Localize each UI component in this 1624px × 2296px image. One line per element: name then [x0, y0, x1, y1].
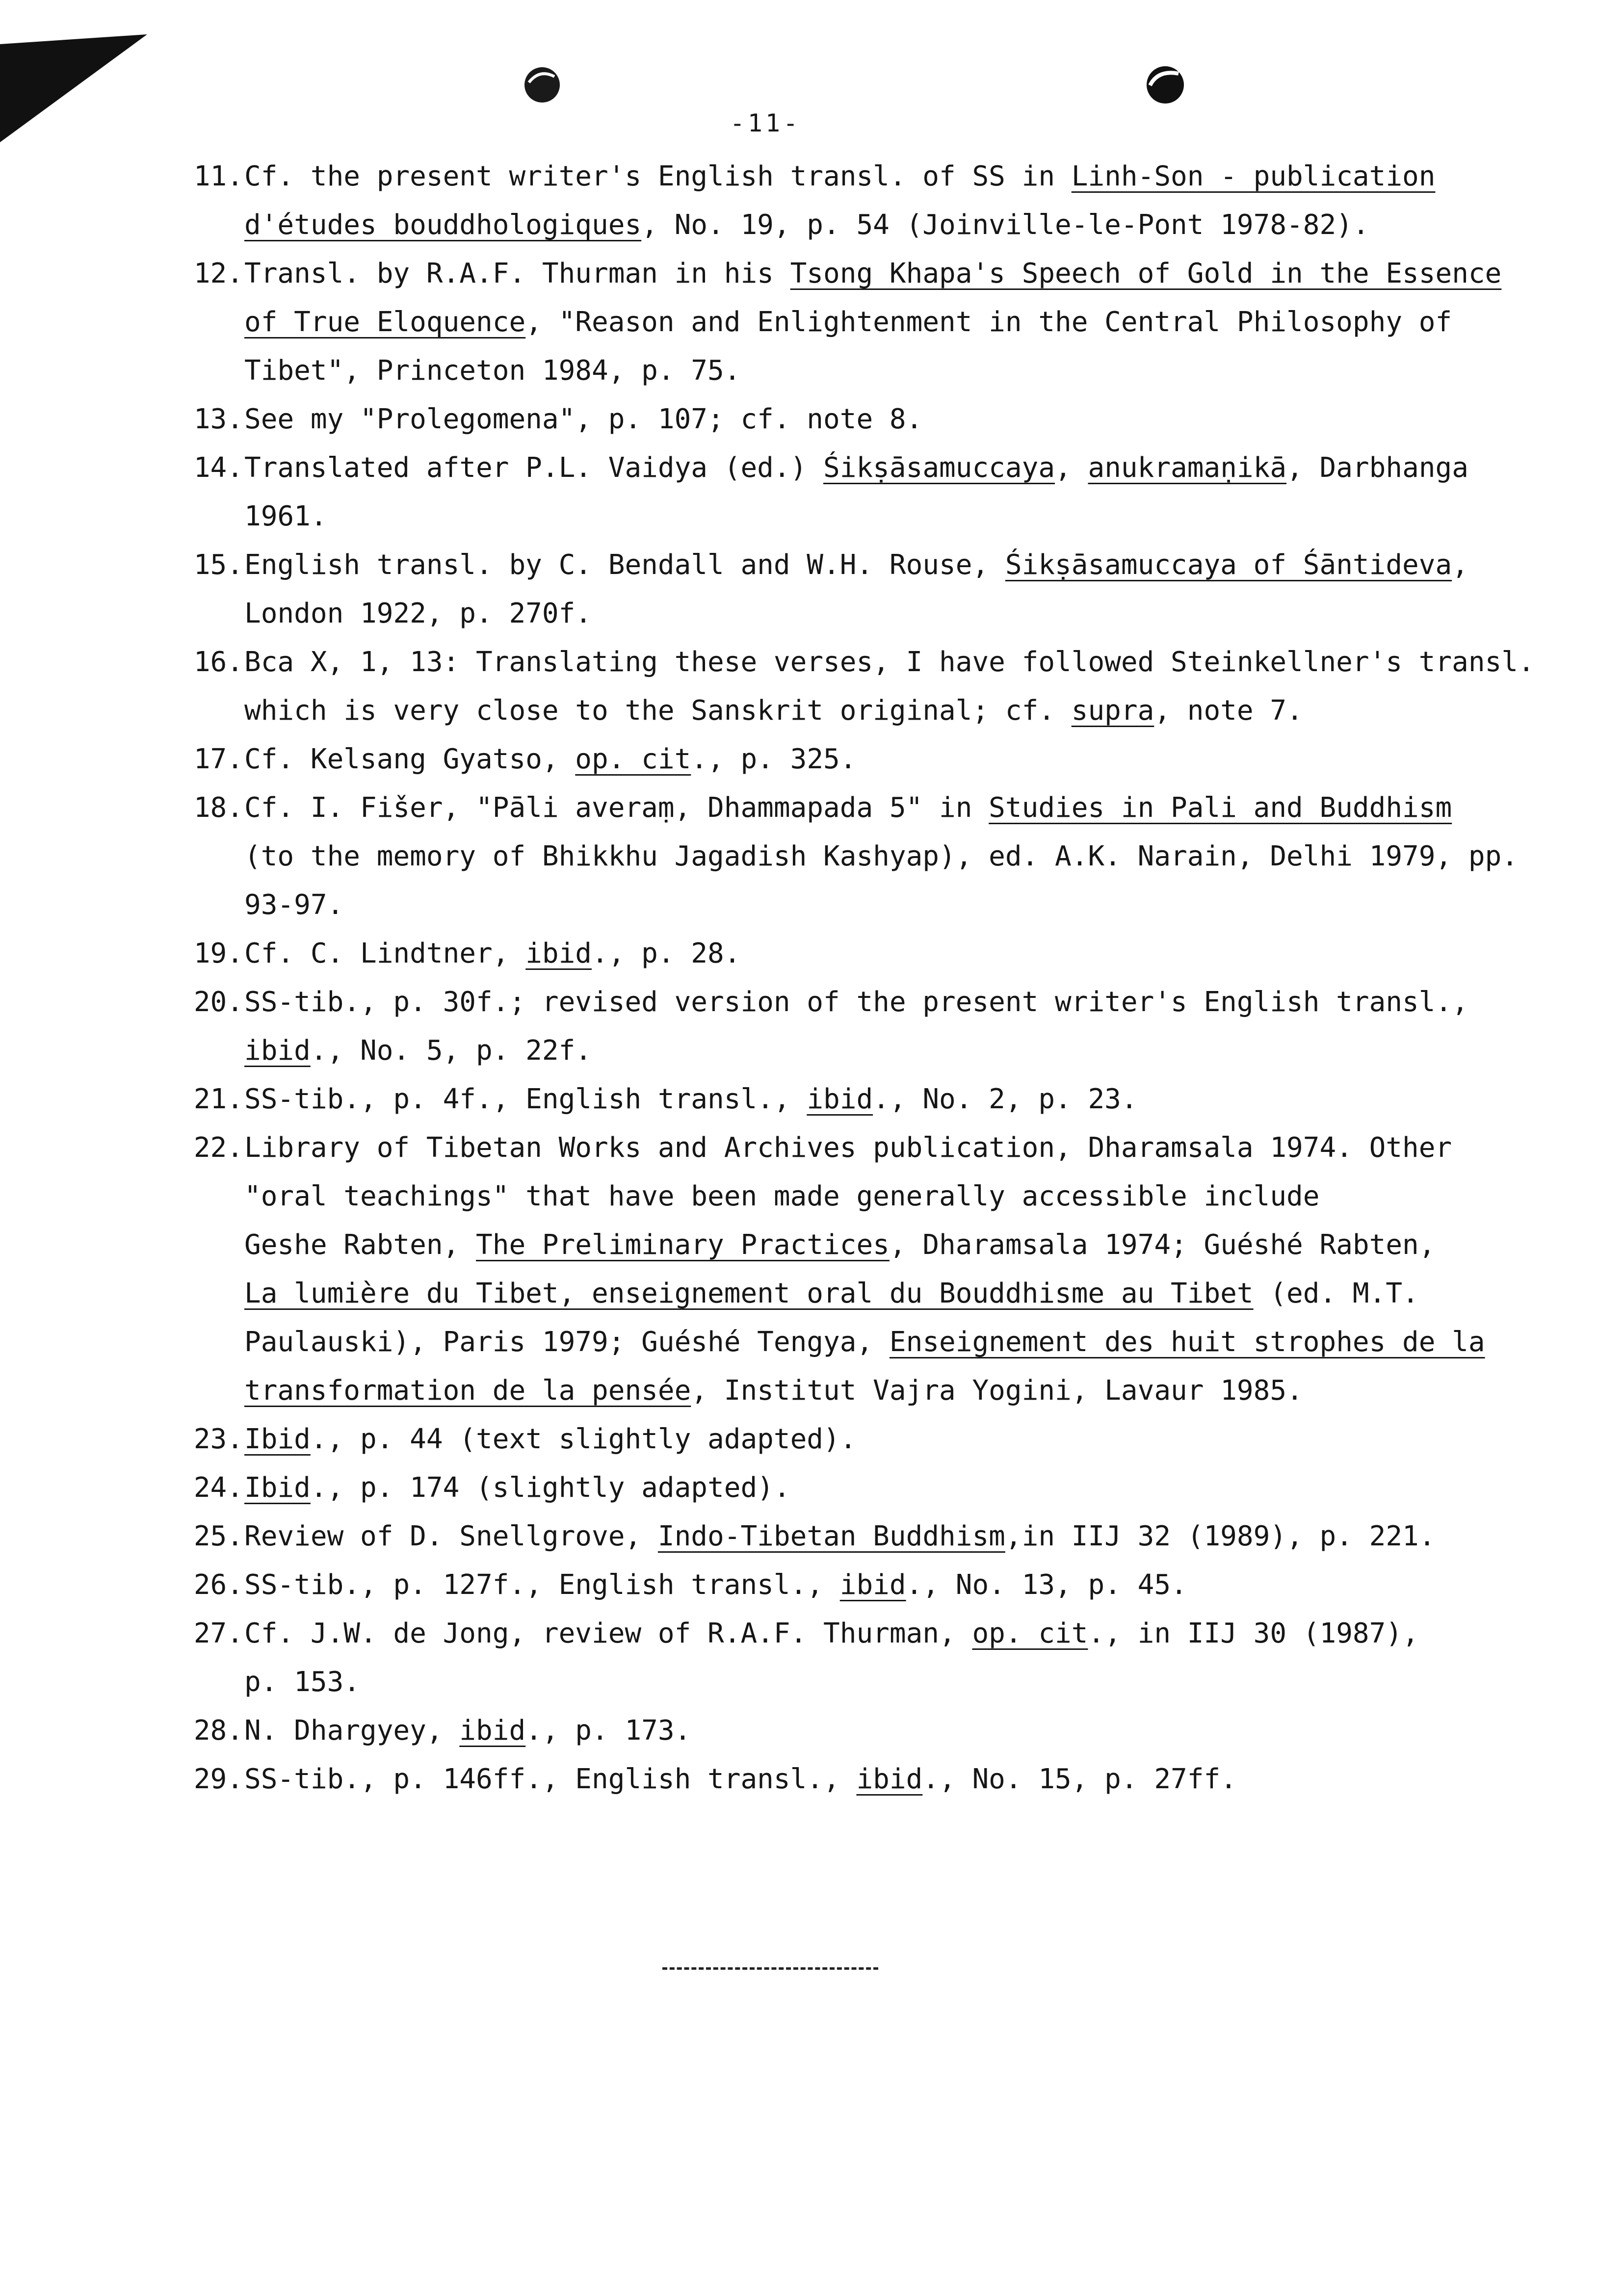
- footnote-line: [244, 881, 1590, 929]
- footnote-line: [244, 832, 1590, 881]
- footnote-line: [244, 395, 1590, 444]
- footnote-number: 25.: [193, 1520, 243, 1552]
- footnote-text: , No. 19, p. 54 (Joinville-le-Pont 1978-82).: [641, 209, 1369, 241]
- footnote-line: [244, 978, 1590, 1026]
- footnote-text: English transl. by C. Bendall and W.H. Rouse,: [244, 549, 1005, 581]
- footnote-line: [244, 1269, 1590, 1318]
- footnote-text: London 1922, p. 270f.: [244, 598, 592, 629]
- footnote-text: ,: [1452, 549, 1468, 581]
- footnote-number: 19.: [193, 938, 243, 969]
- footnote-text: Paulauski), Paris 1979; Guéshé Tengya,: [244, 1326, 890, 1358]
- footnote-text: ., p. 325.: [691, 743, 857, 775]
- underlined-title: ibid: [459, 1715, 526, 1747]
- footnote-text: 1961.: [244, 500, 327, 532]
- footnote-line: [244, 1415, 1590, 1463]
- corner-mark: [0, 29, 147, 142]
- footnote-number: 26.: [193, 1569, 243, 1601]
- footnote-text: Translated after P.L. Vaidya (ed.): [244, 452, 824, 484]
- footnote-number: 16.: [193, 646, 243, 678]
- underlined-title: supra: [1071, 695, 1154, 727]
- footnote-number: 20.: [193, 986, 243, 1018]
- footnote-number: 27.: [193, 1618, 243, 1649]
- underlined-title: d'études bouddhologiques: [244, 209, 642, 241]
- footnote-line: [244, 1366, 1590, 1415]
- punch-hole-left: [520, 63, 564, 107]
- footnote-11: [177, 152, 1590, 249]
- footnote-line: [244, 346, 1590, 395]
- underlined-title: Enseignement des huit strophes de la: [889, 1326, 1485, 1358]
- underlined-title: The Preliminary Practices: [476, 1229, 890, 1261]
- footnote-16: [177, 638, 1590, 735]
- footnote-line: [244, 444, 1590, 492]
- end-rule: [662, 1967, 878, 1970]
- footnote-24: [177, 1463, 1590, 1512]
- footnote-list: [177, 152, 1590, 1803]
- footnote-text: ., No. 15, p. 27ff.: [922, 1763, 1237, 1795]
- footnote-text: See my "Prolegomena", p. 107; cf. note 8.: [244, 403, 923, 435]
- footnote-text: ., No. 5, p. 22f.: [310, 1035, 592, 1067]
- underlined-title: Śikṣāsamuccaya of Śāntideva: [1005, 549, 1452, 581]
- footnote-number: 17.: [193, 743, 243, 775]
- footnote-number: 28.: [193, 1715, 243, 1747]
- footnote-26: [177, 1561, 1590, 1609]
- footnote-text: Library of Tibetan Works and Archives publication, Dharamsala 1974. Other: [244, 1132, 1452, 1164]
- underlined-title: ibid: [807, 1083, 873, 1115]
- footnote-28: [177, 1706, 1590, 1755]
- footnote-line: [244, 1026, 1590, 1075]
- footnote-text: ., No. 13, p. 45.: [906, 1569, 1187, 1601]
- footnote-text: (ed. M.T.: [1253, 1278, 1419, 1309]
- footnote-text: , Dharamsala 1974; Guéshé Rabten,: [889, 1229, 1436, 1261]
- footnote-line: [244, 1706, 1590, 1755]
- footnote-text: Transl. by R.A.F. Thurman in his: [244, 258, 790, 289]
- footnote-19: [177, 929, 1590, 978]
- footnote-line: [244, 1463, 1590, 1512]
- footnote-line: [244, 589, 1590, 638]
- footnote-12: [177, 249, 1590, 395]
- footnote-line: [244, 1123, 1590, 1172]
- footnote-line: [244, 1221, 1590, 1269]
- footnote-number: 24.: [193, 1472, 243, 1504]
- footnote-number: 18.: [193, 792, 243, 824]
- footnote-line: [244, 1318, 1590, 1366]
- footnote-27: [177, 1609, 1590, 1706]
- footnote-line: [244, 298, 1590, 346]
- footnote-line: [244, 735, 1590, 783]
- footnote-text: which is very close to the Sanskrit original; cf.: [244, 695, 1072, 727]
- underlined-title: op. cit: [575, 743, 691, 775]
- footnote-line: [244, 1561, 1590, 1609]
- footnote-line: [244, 492, 1590, 541]
- footnote-text: SS-tib., p. 30f.; revised version of the present writer's English transl.,: [244, 986, 1468, 1018]
- footnote-text: Cf. the present writer's English transl. of SS in: [244, 160, 1072, 192]
- footnote-text: SS-tib., p. 146ff., English transl.,: [244, 1763, 857, 1795]
- underlined-title: ibid: [856, 1763, 923, 1795]
- footnote-17: [177, 735, 1590, 783]
- underlined-title: anukramaṇikā: [1088, 452, 1287, 484]
- footnote-line: [244, 1172, 1590, 1221]
- footnote-29: [177, 1755, 1590, 1803]
- footnote-25: [177, 1512, 1590, 1561]
- footnote-text: p. 153.: [244, 1666, 361, 1698]
- footnote-text: Cf. J.W. de Jong, review of R.A.F. Thurman,: [244, 1618, 972, 1649]
- footnote-text: Cf. I. Fišer, "Pāli averaṃ, Dhammapada 5" in: [244, 792, 989, 824]
- footnote-text: "oral teachings" that have been made generally accessible include: [244, 1180, 1320, 1212]
- footnote-line: [244, 783, 1590, 832]
- footnote-line: [244, 1609, 1590, 1658]
- footnote-number: 29.: [193, 1763, 243, 1795]
- footnote-number: 13.: [193, 403, 243, 435]
- footnote-text: ,: [1055, 452, 1088, 484]
- footnote-text: N. Dhargyey,: [244, 1715, 460, 1747]
- underlined-title: ibid: [525, 938, 592, 969]
- footnote-line: [244, 1658, 1590, 1706]
- footnote-text: ., No. 2, p. 23.: [873, 1083, 1138, 1115]
- footnote-line: [244, 1755, 1590, 1803]
- footnote-number: 23.: [193, 1423, 243, 1455]
- footnote-text: (to the memory of Bhikkhu Jagadish Kashyap), ed. A.K. Narain, Delhi 1979, pp.: [244, 840, 1519, 872]
- footnote-text: ., p. 28.: [592, 938, 741, 969]
- footnote-line: [244, 541, 1590, 589]
- footnote-line: [244, 152, 1590, 201]
- footnote-line: [244, 201, 1590, 249]
- footnote-text: Tibet", Princeton 1984, p. 75.: [244, 355, 741, 387]
- underlined-title: Linh-Son - publication: [1071, 160, 1436, 192]
- footnote-text: , note 7.: [1154, 695, 1303, 727]
- footnote-text: ., p. 44 (text slightly adapted).: [310, 1423, 857, 1455]
- footnote-line: [244, 929, 1590, 978]
- footnote-text: SS-tib., p. 127f., English transl.,: [244, 1569, 840, 1601]
- footnote-20: [177, 978, 1590, 1075]
- footnote-18: [177, 783, 1590, 929]
- footnote-text: Review of D. Snellgrove,: [244, 1520, 658, 1552]
- footnote-number: 21.: [193, 1083, 243, 1115]
- underlined-title: Indo-Tibetan Buddhism: [657, 1520, 1005, 1552]
- underlined-title: of True Eloquence: [244, 306, 526, 338]
- footnote-text: , Darbhanga: [1286, 452, 1468, 484]
- underlined-title: ibid: [839, 1569, 906, 1601]
- footnote-text: ., p. 174 (slightly adapted).: [310, 1472, 790, 1504]
- footnote-13: [177, 395, 1590, 444]
- footnote-text: , "Reason and Enlightenment in the Central Philosophy of: [525, 306, 1452, 338]
- footnote-text: 93-97.: [244, 889, 344, 921]
- footnote-number: 12.: [193, 258, 243, 289]
- footnote-15: [177, 541, 1590, 638]
- footnote-text: Cf. C. Lindtner,: [244, 938, 526, 969]
- footnote-number: 22.: [193, 1132, 243, 1164]
- footnote-text: ., p. 173.: [525, 1715, 691, 1747]
- footnote-text: , Institut Vajra Yogini, Lavaur 1985.: [691, 1375, 1303, 1407]
- underlined-title: Ibid: [244, 1423, 311, 1455]
- footnote-number: 14.: [193, 452, 243, 484]
- footnote-22: [177, 1123, 1590, 1415]
- footnote-21: [177, 1075, 1590, 1123]
- footnote-number: 11.: [193, 160, 243, 192]
- footnote-text: Geshe Rabten,: [244, 1229, 476, 1261]
- footnote-text: ., in IIJ 30 (1987),: [1088, 1618, 1419, 1649]
- underlined-title: Studies in Pali and Buddhism: [989, 792, 1452, 824]
- footnote-23: [177, 1415, 1590, 1463]
- underlined-title: Ibid: [244, 1472, 311, 1504]
- footnote-line: [244, 638, 1590, 686]
- underlined-title: op. cit: [972, 1618, 1088, 1649]
- footnote-line: [244, 686, 1590, 735]
- underlined-title: La lumière du Tibet, enseignement oral du Bouddhisme au Tibet: [244, 1278, 1254, 1309]
- page-number: -11-: [730, 109, 801, 137]
- underlined-title: Śikṣāsamuccaya: [823, 452, 1055, 484]
- footnote-text: Bca X, 1, 13: Translating these verses, I have followed Steinkellner's transl.: [244, 646, 1535, 678]
- footnote-14: [177, 444, 1590, 541]
- footnote-line: [244, 249, 1590, 298]
- footnote-line: [244, 1075, 1590, 1123]
- underlined-title: Tsong Khapa's Speech of Gold in the Essence: [790, 258, 1502, 289]
- underlined-title: transformation de la pensée: [244, 1375, 691, 1407]
- underlined-title: ibid: [244, 1035, 311, 1067]
- footnote-text: SS-tib., p. 4f., English transl.,: [244, 1083, 807, 1115]
- footnote-line: [244, 1512, 1590, 1561]
- punch-hole-right: [1143, 63, 1187, 107]
- footnote-number: 15.: [193, 549, 243, 581]
- footnote-text: ,in IIJ 32 (1989), p. 221.: [1005, 1520, 1436, 1552]
- footnote-text: Cf. Kelsang Gyatso,: [244, 743, 576, 775]
